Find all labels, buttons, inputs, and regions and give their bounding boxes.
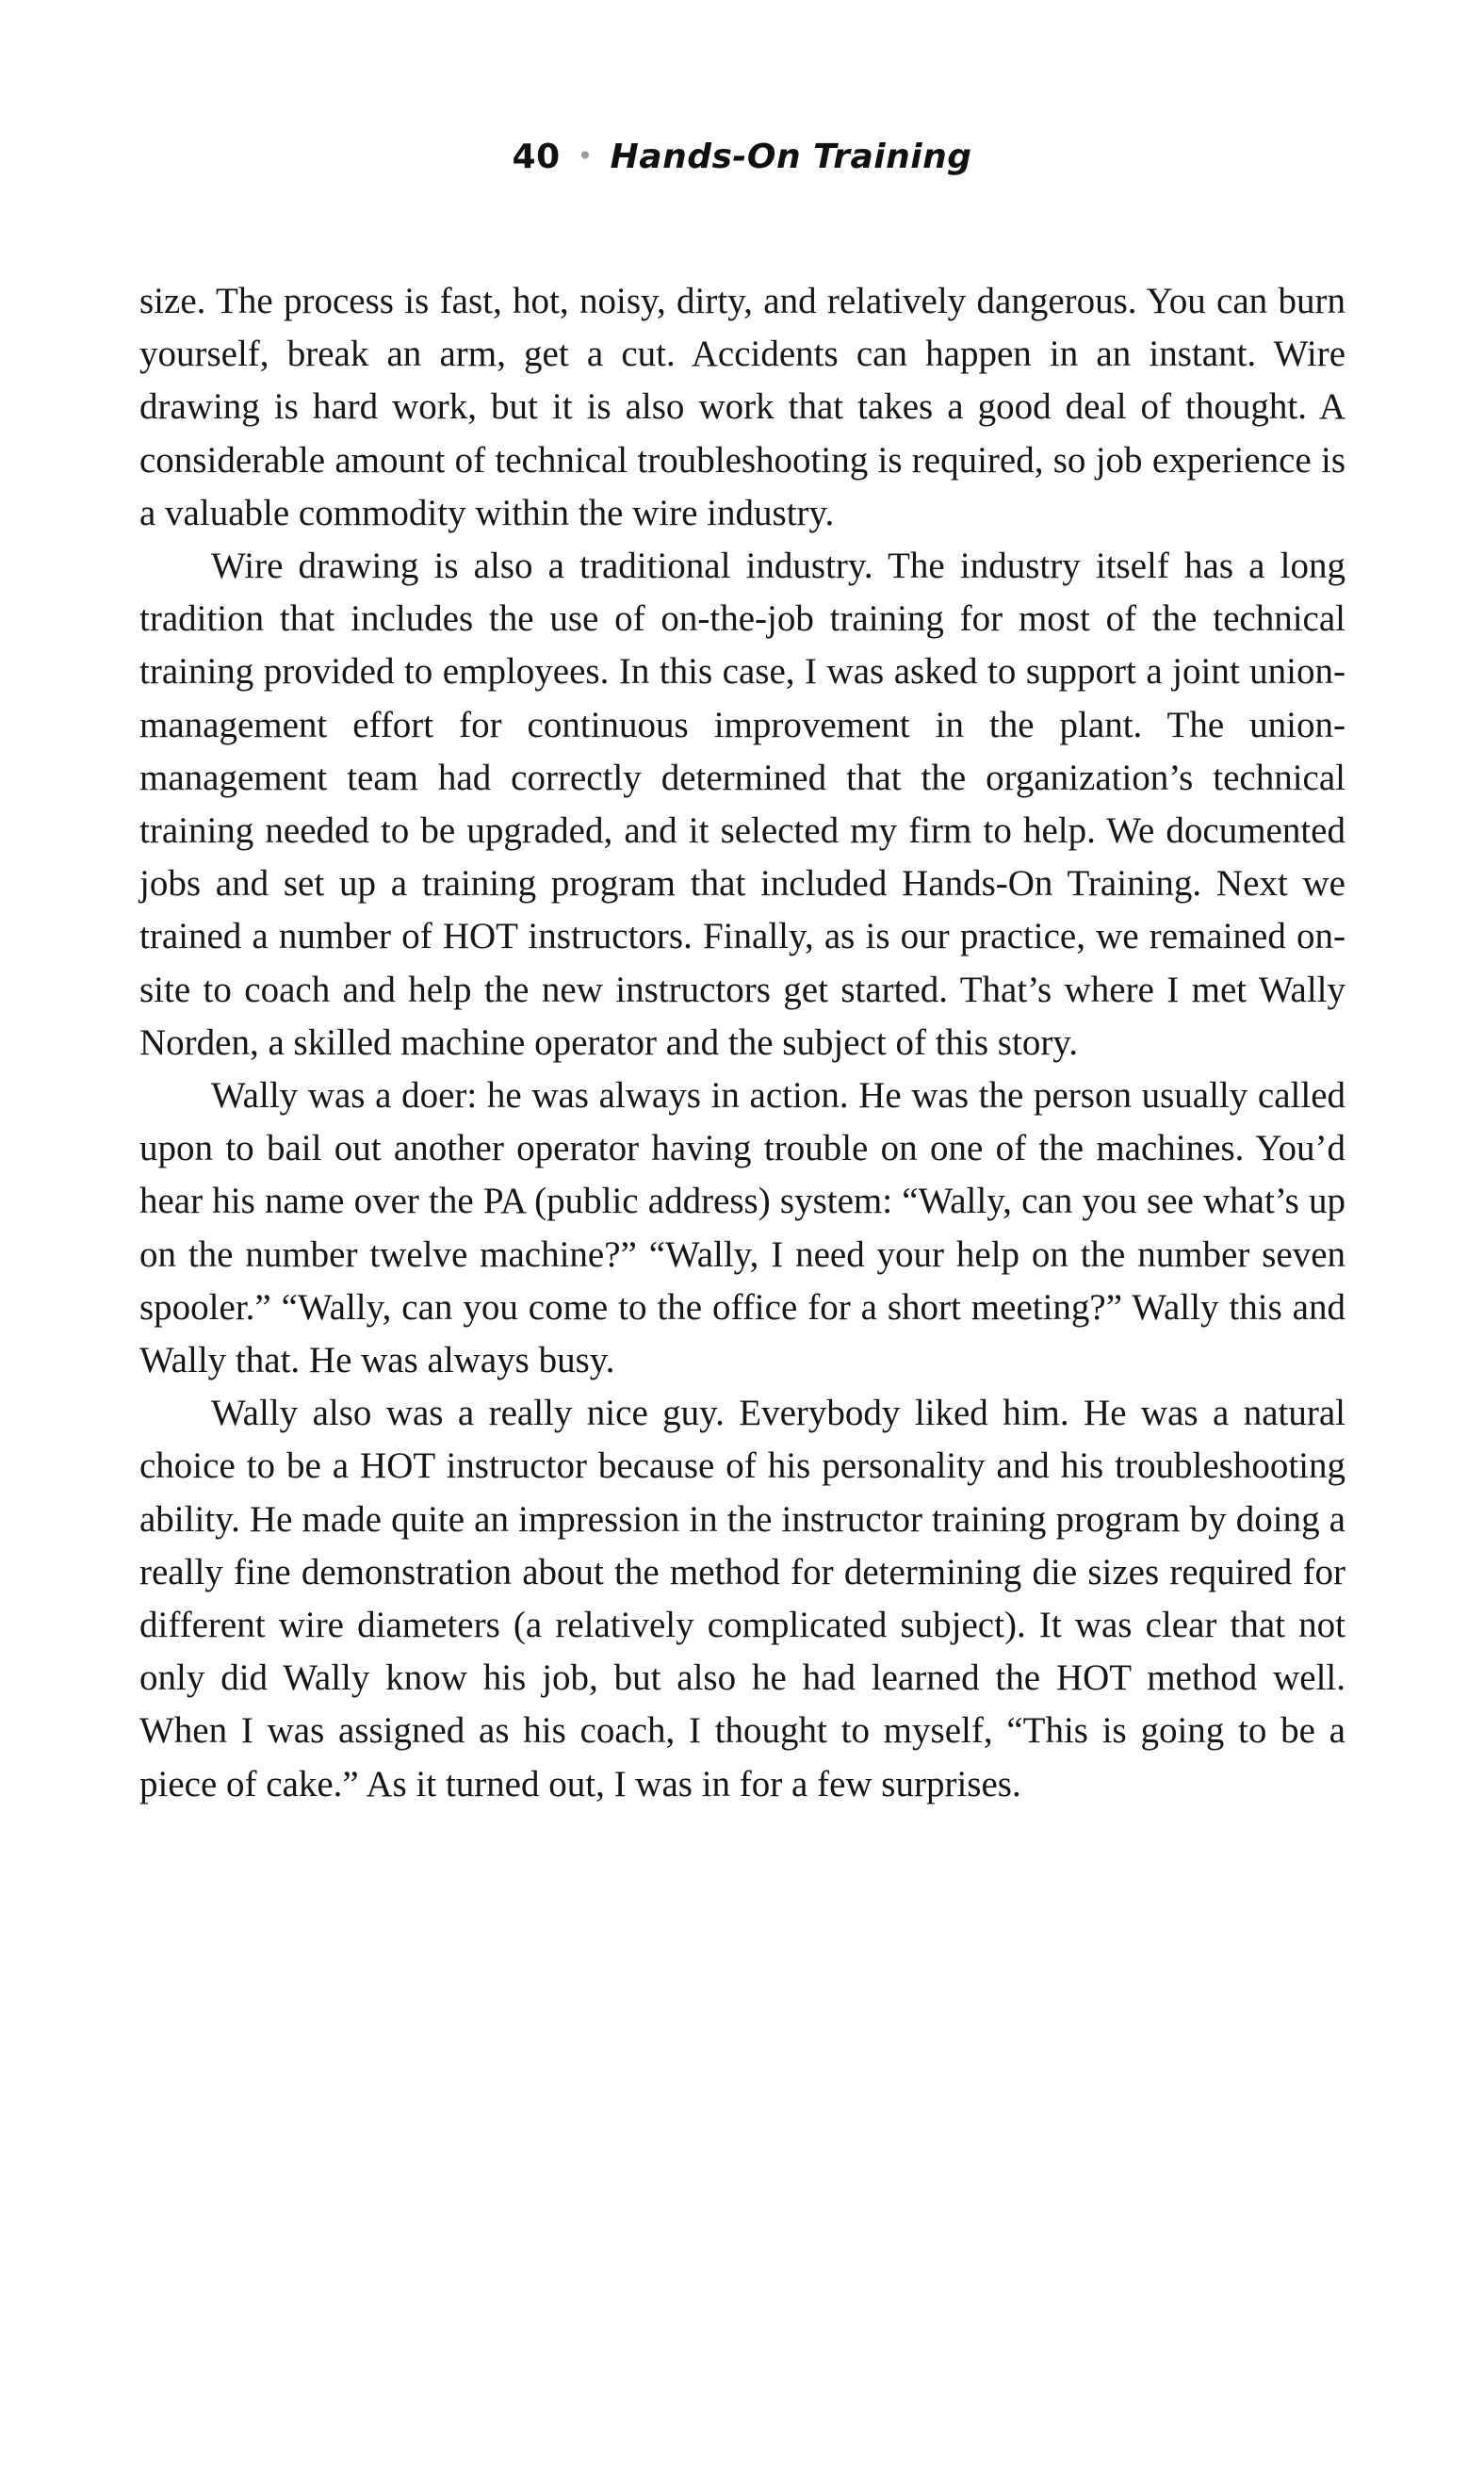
paragraph: Wally also was a really nice guy. Everybody liked him. He was a natural choice to be a HOT instructor because of his personality and his troubleshooting ability. He made quite an impression in the instructor training program by doing a really fine demonstration about the method for determining die sizes required for different wire diameters (a relatively complicated subject). It was clear that not only did Wally know his job, but also he had learned the HOT method well. When I was assigned as his coach, I thought to myself, “This is going to be a piece of cake.” As it turned out, I was in for a few surprises. <box>139 1393 1345 1804</box>
paragraph-continued: size. The process is fast, hot, noisy, dirty, and relatively dangerous. You can burn yourself, break an arm, get a cut. Accidents can happen in an instant. Wire drawing is hard work, but it is also work that takes a good deal of thought. A considerable amount of technical troubleshooting is required, so job experience is a valuable commodity within the wire industry. <box>139 281 1345 533</box>
page-number: 40 <box>512 138 561 176</box>
book-title: Hands-On Training <box>610 138 972 176</box>
bullet-separator-icon: • <box>577 140 594 171</box>
paragraph: Wally was a doer: he was always in action. He was the person usually called upon to bail out another operator having trouble on one of the machines. You’d hear his name over the PA (public address) system: “Wally, can you see what’s up on the number twelve machine?” “Wally, I need your help on the number seven spooler.” “Wally, can you come to the office for a short meeting?” Wally this and Wally that. He was always busy. <box>139 1075 1345 1381</box>
running-header <box>0 134 1484 183</box>
paragraph: Wire drawing is also a traditional industry. The industry itself has a long tradition that includes the use of on-the-job training for most of the technical training provided to employees. In this case, I was asked to support a joint union-management effort for continuous improvement in the plant. The union-management team had correctly determined that the organization’s technical training needed to be upgraded, and it selected my firm to help. We documented jobs and set up a training program that included Hands-On Training. Next we trained a number of HOT instructors. Finally, as is our practice, we remained on-site to coach and help the new instructors get started. That’s where I met Wally Norden, a skilled machine operator and the subject of this story. <box>139 546 1345 1063</box>
body-text <box>139 275 1345 1811</box>
